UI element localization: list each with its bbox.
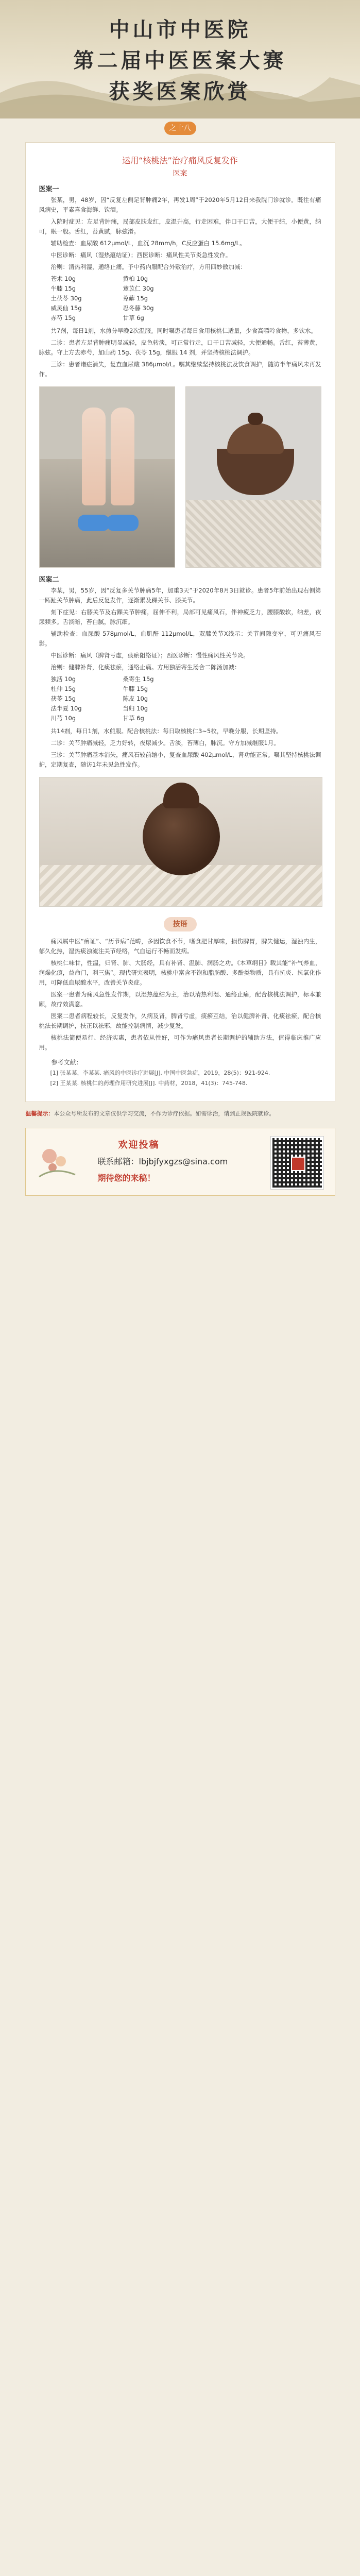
cloth-graphic	[186, 500, 321, 567]
recipe-item: 萆薢 15g	[123, 295, 148, 302]
paragraph: 中医诊断：痛风（湿热蕴结证）；西医诊断：痛风性关节炎急性发作。	[50, 251, 232, 259]
paragraph: 二诊：患者左足背肿痛明显减轻，皮色转淡，可正常行走，口干口苦减轻，大便通畅。舌红，苔薄黄，脉弦。守上方去赤芍，加山药 15g、茯苓 15g，继服 14 剂，并坚持核桃法调护。	[39, 339, 321, 356]
case-1-followup	[39, 326, 321, 379]
recipe-item: 威灵仙 15g	[50, 304, 82, 312]
patient-photo	[39, 386, 175, 568]
pot-lid-graphic	[227, 423, 284, 454]
paragraph: 二诊：关节肿痛减轻，乏力好转，夜尿减少。舌淡，苔薄白，脉沉。守方加减继服1月。	[50, 739, 280, 747]
references-list	[39, 1069, 321, 1088]
recipe-item: 桑寄生 15g	[123, 675, 154, 683]
banner-line-2: 第二届中医医案大赛	[73, 48, 287, 73]
paragraph: 共14剂，每日1剂，水煎服。配合核桃法：每日取核桃仁3~5枚，早晚分服，长期坚持。	[50, 727, 282, 735]
disclaimer-text: 本公众号所发布的文章仅供学习交流，不作为诊疗依据。如需诊治，请到正规医院就诊。	[54, 1110, 275, 1117]
floor-graphic	[40, 459, 175, 567]
page	[0, 0, 360, 1196]
footer-card	[25, 1128, 335, 1196]
pot-graphic	[143, 798, 220, 875]
case-2-recipe	[51, 674, 185, 723]
recipe-item: 牛膝 15g	[123, 685, 148, 692]
header-banner	[0, 0, 360, 118]
pot-lid-graphic	[163, 783, 199, 808]
paragraph: 中医诊断：痛风（脾肾亏虚，痰瘀阻络证）；西医诊断：慢性痛风性关节炎。	[50, 652, 249, 659]
case-1-heading: 医案一	[39, 185, 59, 193]
paragraph: 医案二患者病程较长，反复发作，久病及肾，脾肾亏虚，痰瘀互结，治以健脾补肾、化痰祛瘀，配合核桃法长期调护，扶正以祛邪，故能控制病情，减少复发。	[39, 1012, 321, 1029]
disclaimer-label: 温馨提示：	[25, 1110, 54, 1117]
shoe-cover-graphic	[78, 515, 110, 531]
article-subtitle: 医案	[173, 170, 187, 178]
clay-pot-photo	[39, 777, 322, 907]
reference-item: [2] 王某某. 核桃仁的药理作用研究进展[J]. 中药材，2018，41(3)：745-748.	[50, 1080, 248, 1087]
footer-email[interactable]: 联系邮箱：lbjbjfyxgzs@sina.com	[97, 1157, 228, 1166]
paragraph: 治则：清热利湿，通络止痛。予中药内服配合外敷治疗，方用四妙散加减：	[50, 263, 246, 270]
case-2-body	[39, 586, 321, 672]
pot-knob-graphic	[248, 413, 263, 425]
recipe-item: 甘草 6g	[123, 715, 144, 722]
footer-tagline: 期待您的来稿！	[97, 1173, 156, 1183]
paragraph: 入院时症见：左足背肿痛，局部皮肤发红，皮温升高，行走困难，伴口干口苦，大便干结，小便黄，纳可，眠一般。舌红，苔黄腻，脉弦滑。	[39, 218, 321, 235]
recipe-item: 赤芍 15g	[50, 314, 76, 321]
paragraph: 李某，男，55岁，因“反复多关节肿痛5年，加重3天”于2020年8月3日就诊。患者5年前始出现右侧第一跖趾关节肿痛，此后反复发作，逐渐累及踝关节、膝关节。	[39, 587, 321, 604]
shoe-cover-graphic	[107, 515, 139, 531]
paragraph: 医案一患者为痛风急性发作期，以湿热蕴结为主，治以清热利湿、通络止痛，配合核桃法调护，标本兼顾，故疗效满意。	[39, 991, 321, 1008]
recipe-item: 土茯苓 30g	[50, 295, 82, 302]
paragraph: 共7剂，每日1剂，水煎分早晚2次温服。同时嘱患者每日食用核桃仁适量，少食高嘌呤食物，多饮水。	[50, 327, 317, 334]
paragraph: 辅助检查：血尿酸 578μmol/L，血肌酐 112μmol/L，双膝关节X线示：关节间隙变窄，可见痛风石影。	[39, 630, 321, 647]
banner-line-1: 中山市中医院	[109, 18, 251, 42]
issue-badge: 之十八	[164, 122, 196, 135]
reference-item: [1] 张某某，李某某. 痛风的中医诊疗进展[J]. 中国中医急症，2019，28(5)：921-924.	[50, 1070, 270, 1076]
footer-title: 欢迎投稿	[118, 1140, 160, 1150]
case-2-heading: 医案二	[39, 576, 59, 584]
recipe-item: 陈皮 10g	[123, 695, 148, 702]
recipe-item: 苍术 10g	[50, 275, 76, 282]
qr-code-icon	[271, 1137, 323, 1189]
paragraph: 张某，男，48岁，因“反复左侧足背肿痛2年，再发1周”于2020年5月12日来我院门诊就诊。既往有痛风病史，平素喜食海鲜、饮酒。	[39, 196, 321, 213]
recipe-item: 当归 10g	[123, 705, 148, 712]
paragraph: 刻下症见：右膝关节及右踝关节肿痛，屈伸不利，局部可见痛风石，伴神疲乏力，腰膝酸软，纳差，夜尿频多。舌淡暗，苔白腻，脉沉细。	[39, 608, 321, 625]
leg-graphic	[111, 408, 134, 505]
disclaimer	[26, 1109, 335, 1118]
case-2-followup	[39, 726, 321, 770]
recipe-item: 茯苓 15g	[50, 695, 76, 702]
paragraph: 三诊：患者诸症消失，复查血尿酸 386μmol/L。嘱其继续坚持核桃法及饮食调护，随访半年痛风未再发作。	[39, 361, 321, 378]
leg-graphic	[82, 408, 106, 505]
recipe-item: 牛膝 15g	[50, 285, 76, 292]
recipe-item: 独活 10g	[50, 675, 76, 683]
references-title: 参考文献：	[51, 1059, 82, 1066]
paragraph: 核桃仁味甘，性温，归肾、肺、大肠经，具有补肾、温肺、润肠之功。《本草纲目》载其能“补气养血，润燥化痰，益命门，利三焦”。现代研究表明，核桃中富含不饱和脂肪酸、多酚类物质，具有抗炎、抗氧化作用，可降低血尿酸水平，改善关节炎症。	[39, 959, 321, 986]
banner-line-3: 获奖医案欣赏	[109, 79, 251, 104]
pot-graphic	[217, 449, 294, 495]
recipe-item: 杜仲 15g	[50, 685, 76, 692]
paragraph: 痛风属中医“痹证”、“历节病”范畴，多因饮食不节，嗜食肥甘厚味，损伤脾胃，脾失健运，湿浊内生，郁久化热，湿热痰浊流注关节经络，气血运行不畅而发病。	[39, 938, 321, 955]
paragraph: 三诊：关节肿痛基本消失，痛风石较前缩小，复查血尿酸 402μmol/L，肾功能正常。嘱其坚持核桃法调护，定期复查，随访1年未见急性发作。	[39, 751, 321, 768]
recipe-item: 川芎 10g	[50, 715, 76, 722]
herbal-pot-photo	[185, 386, 321, 568]
recipe-item: 甘草 6g	[123, 314, 144, 321]
article-card	[25, 142, 335, 1102]
flower-ornament-icon	[34, 1141, 80, 1182]
recipe-item: 法半夏 10g	[50, 705, 82, 712]
paragraph: 治则：健脾补肾，化痰祛瘀，通络止痛。方用独活寄生汤合二陈汤加减：	[50, 664, 241, 671]
case-1-recipe	[51, 274, 185, 323]
recipe-item: 忍冬藤 30g	[123, 304, 154, 312]
recipe-item: 黄柏 10g	[123, 275, 148, 282]
commentary-body	[39, 937, 321, 1053]
recipe-item: 薏苡仁 30g	[123, 285, 154, 292]
paragraph: 核桃法简便易行、经济实惠，患者依从性好，可作为痛风患者长期调护的辅助方法，值得临床推广应用。	[39, 1034, 321, 1051]
commentary-badge: 按语	[164, 917, 197, 931]
paragraph: 辅助检查：血尿酸 612μmol/L，血沉 28mm/h，C反应蛋白 15.6mg/L。	[50, 240, 246, 247]
photo-row	[39, 386, 321, 568]
article-title: 运用“核桃法”治疗痛风反复发作	[122, 156, 238, 165]
case-1-body	[39, 195, 321, 272]
